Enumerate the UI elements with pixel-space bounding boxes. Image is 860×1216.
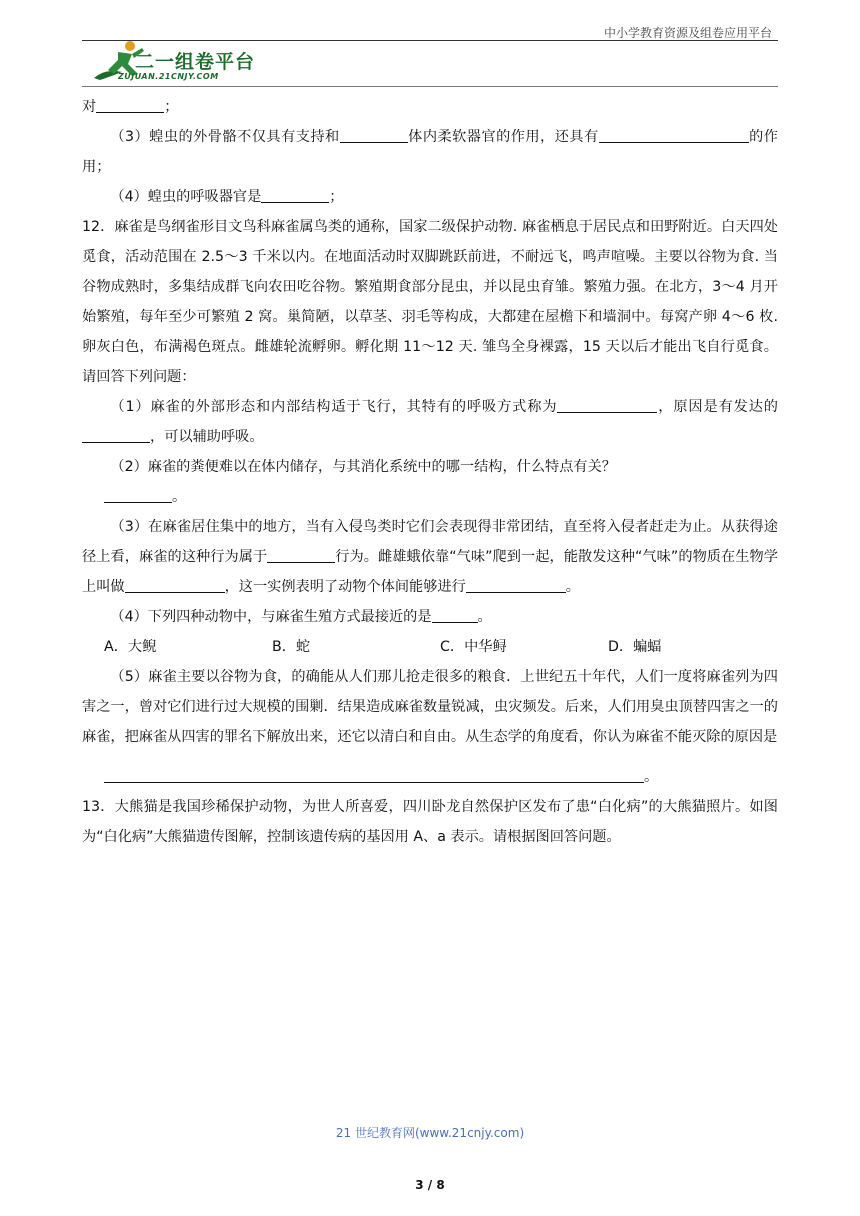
question-12-4: （4）下列四种动物中，与麻雀生殖方式最接近的是 。 — [82, 602, 778, 632]
question-12-2: （2）麻雀的粪便难以在体内储存，与其消化系统中的哪一结构，什么特点有关？ — [110, 459, 616, 475]
question-11-4: （4）蝗虫的呼吸器官是 ； — [82, 182, 778, 212]
footer-site: 21 世纪教育网(www.21cnjy.com) — [335, 1126, 525, 1140]
question-12-intro: 12．麻雀是鸟纲雀形目文鸟科麻雀属鸟类的通称，国家二级保护动物. 麻雀栖息于居民点和田野附近。白天四处觅食，活动范围在 2.5～3 千米以内。在地面活动时双脚跳跃前进，不耐远飞，鸣声喧噪。主要以谷物为食. 当谷物成熟时，多集结成群飞向农田吃谷物。繁殖期食部分昆虫，并以昆虫育雏。繁殖力强。在北方，3～4 月开始繁殖，每年至少可繁殖 2 窝。巢简陋，以草茎、羽毛等构成，大都建在屋檐下和墙洞中。每窝产卵 4～6 枚. 卵灰白色，布满褐色斑点。雌雄轮流孵卵。孵化期 11～12 天. 雏鸟全身裸露，15 天以后才能出飞自行觅食。请回答下列问题： — [82, 219, 778, 385]
answer-options — [82, 632, 778, 662]
option-b: B．蛇 — [272, 639, 311, 655]
answer-blank — [267, 544, 335, 563]
answer-blank — [599, 124, 749, 143]
logo-text: 二一组卷平台 — [135, 51, 256, 73]
question-content — [82, 92, 778, 852]
question-11-3: （3）蝗虫的外骨骼不仅具有支持和 体内柔软器官的作用，还具有 的作用； — [82, 122, 778, 182]
question-12-5: （5）麻雀主要以谷物为食，的确能从人们那儿抢走很多的粮食．上世纪五十年代，人们一度将麻雀列为四害之一，曾对它们进行过大规模的围剿．结果造成麻雀数量锐减，虫灾频发。后来，人们用臭虫顶替四害之一的麻雀，把麻雀从四害的罪名下解放出来，还它以清白和自由。从生态学的角度看，你认为麻雀不能灭除的原因是 — [82, 669, 778, 745]
answer-blank — [557, 394, 657, 413]
answer-blank — [261, 184, 329, 203]
answer-blank — [125, 574, 225, 593]
option-c: C．中华鲟 — [440, 639, 507, 655]
answer-blank — [82, 424, 150, 443]
question-13: 13．大熊猫是我国珍稀保护动物，为世人所喜爱，四川卧龙自然保护区发布了患“白化病”的大熊猫照片。如图为“白化病”大熊猫遗传图解，控制该遗传病的基因用 A、a 表示。请根据图回答问题。 — [82, 799, 778, 845]
page-number: 3 / 8 — [415, 1178, 445, 1192]
option-d: D．蝙蝠 — [608, 639, 662, 655]
answer-blank — [96, 94, 164, 113]
line-continuation: 对 ； — [82, 92, 778, 122]
question-12-1: （1）麻雀的外部形态和内部结构适于飞行，其特有的呼吸方式称为 ，原因是有发达的，可以辅助呼吸。 — [82, 392, 778, 452]
answer-blank — [104, 764, 644, 783]
platform-name: 中小学教育资源及组卷应用平台 — [603, 26, 772, 40]
answer-blank — [466, 574, 566, 593]
answer-blank — [432, 604, 478, 623]
answer-blank — [340, 124, 408, 143]
answer-blank — [104, 484, 172, 503]
option-a: A．大鲵 — [104, 639, 157, 655]
answer-line-12-2: 。 — [82, 482, 778, 512]
logo-subtitle: ZUJUAN.21CNJY.COM — [118, 72, 219, 81]
header-underline — [82, 86, 778, 87]
answer-line-12-5: 。 — [82, 762, 778, 792]
question-12-3: （3）在麻雀居住集中的地方，当有入侵鸟类时它们会表现得非常团结，直至将入侵者赶走为止。从获得途径上看，麻雀的这种行为属于 行为。雌雄蛾依靠“气味”爬到一起，能散发这种“气味”的物质在生物学上叫做 ，这一实例表明了动物个体间能够进行 。 — [82, 519, 778, 595]
